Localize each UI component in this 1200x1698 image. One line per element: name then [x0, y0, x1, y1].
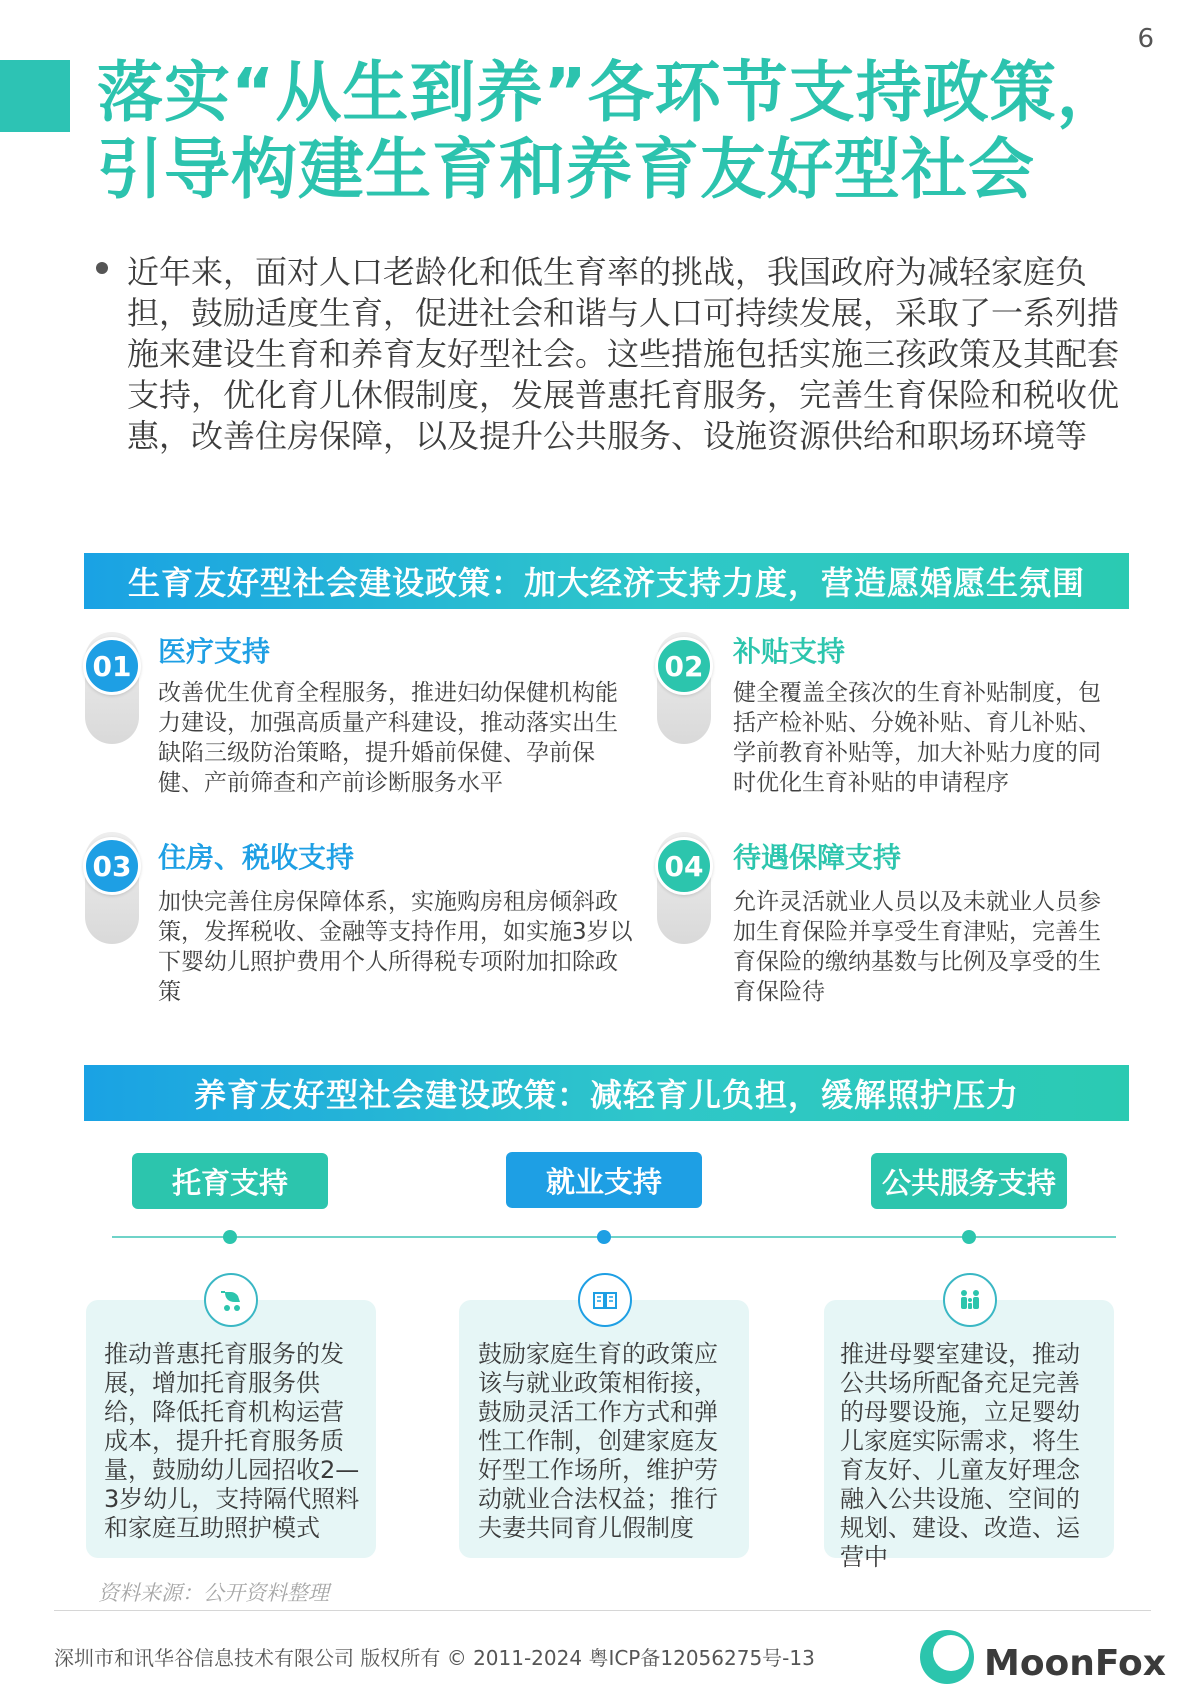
brand-name: MoonFox	[984, 1643, 1167, 1684]
number-badge-04: 04	[655, 837, 713, 895]
card-childcare-text: 推动普惠托育服务的发展，增加托育服务供给，降低托育机构运营成本，提升托育服务质量，鼓励幼儿园招收2—3岁幼儿，支持隔代照料和家庭互助照护模式	[104, 1340, 360, 1542]
source-note: 资料来源：公开资料整理	[98, 1581, 329, 1605]
moonfox-logo-icon	[917, 1627, 977, 1687]
item-desc-housing-tax: 加快完善住房保障体系，实施购房租房倾斜政策，发挥税收、金融等支持作用，如实施3岁以下婴幼儿照护费用个人所得税专项附加扣除政策	[158, 889, 633, 1005]
tab-employment: 就业支持	[506, 1152, 702, 1208]
number-badge-03: 03	[83, 837, 141, 895]
item-desc-subsidy: 健全覆盖全孩次的生育补贴制度，包括产检补贴、分娩补贴、育儿补贴、学前教育补贴等，加大补贴力度的同时优化生育补贴的申请程序	[733, 680, 1101, 796]
tab-childcare: 托育支持	[132, 1153, 328, 1209]
footer-divider	[54, 1610, 1151, 1611]
item-title-benefits: 待遇保障支持	[733, 841, 902, 874]
timeline-dot	[597, 1230, 611, 1244]
title-accent-bar	[0, 60, 70, 132]
tab-public-service: 公共服务支持	[871, 1153, 1067, 1209]
intro-paragraph: 近年来，面对人口老龄化和低生育率的挑战，我国政府为减轻家庭负担，鼓励适度生育，促进社会和谐与人口可持续发展，采取了一系列措施来建设生育和养育友好型社会。这些措施包括实施三孩政策及其配套支持，优化育儿休假制度，发展普惠托育服务，完善生育保险和税收优惠，改善住房保障，以及提升公共服务、设施资源供给和职场环境等	[127, 253, 1120, 455]
item-title-medical: 医疗支持	[158, 635, 271, 668]
timeline-dot	[962, 1230, 976, 1244]
number-badge-02: 02	[655, 637, 713, 695]
book-icon	[578, 1273, 632, 1327]
stroller-icon	[204, 1273, 258, 1327]
timeline-dot	[223, 1230, 237, 1244]
page-number: 6	[1137, 24, 1154, 54]
item-desc-benefits: 允许灵活就业人员以及未就业人员参加生育保险并享受生育津贴，完善生育保险的缴纳基数与比例及享受的生育保险待	[733, 889, 1101, 1005]
page-title-line1: 落实“从生到养”各环节支持政策，	[97, 54, 1124, 131]
item-desc-medical: 改善优生优育全程服务，推进妇幼保健机构能力建设，加强高质量产科建设，推动落实出生缺陷三级防治策略，提升婚前保健、孕前保健、产前筛查和产前诊断服务水平	[158, 680, 618, 796]
card-public-service-text: 推进母婴室建设，推动公共场所配备充足完善的母婴设施，立足婴幼儿家庭实际需求，将生育友好、儿童友好理念融入公共设施、空间的规划、建设、改造、运营中	[840, 1340, 1080, 1571]
page-title-line2: 引导构建生育和养育友好型社会	[97, 131, 1035, 208]
card-employment-text: 鼓励家庭生育的政策应该与就业政策相衔接，鼓励灵活工作方式和弹性工作制，创建家庭友好型工作场所，维护劳动就业合法权益；推行夫妻共同育儿假制度	[478, 1340, 718, 1542]
item-title-subsidy: 补贴支持	[733, 635, 846, 668]
copyright-text: 深圳市和讯华谷信息技术有限公司 版权所有 © 2011-2024 粤ICP备12056275号-13	[54, 1646, 815, 1670]
section2-banner: 养育友好型社会建设政策：减轻育儿负担，缓解照护压力	[84, 1065, 1129, 1121]
item-title-housing-tax: 住房、税收支持	[158, 841, 355, 874]
bullet-dot	[96, 262, 108, 274]
number-badge-01: 01	[83, 637, 141, 695]
family-icon	[943, 1273, 997, 1327]
section1-banner: 生育友好型社会建设政策：加大经济支持力度，营造愿婚愿生氛围	[84, 553, 1129, 609]
